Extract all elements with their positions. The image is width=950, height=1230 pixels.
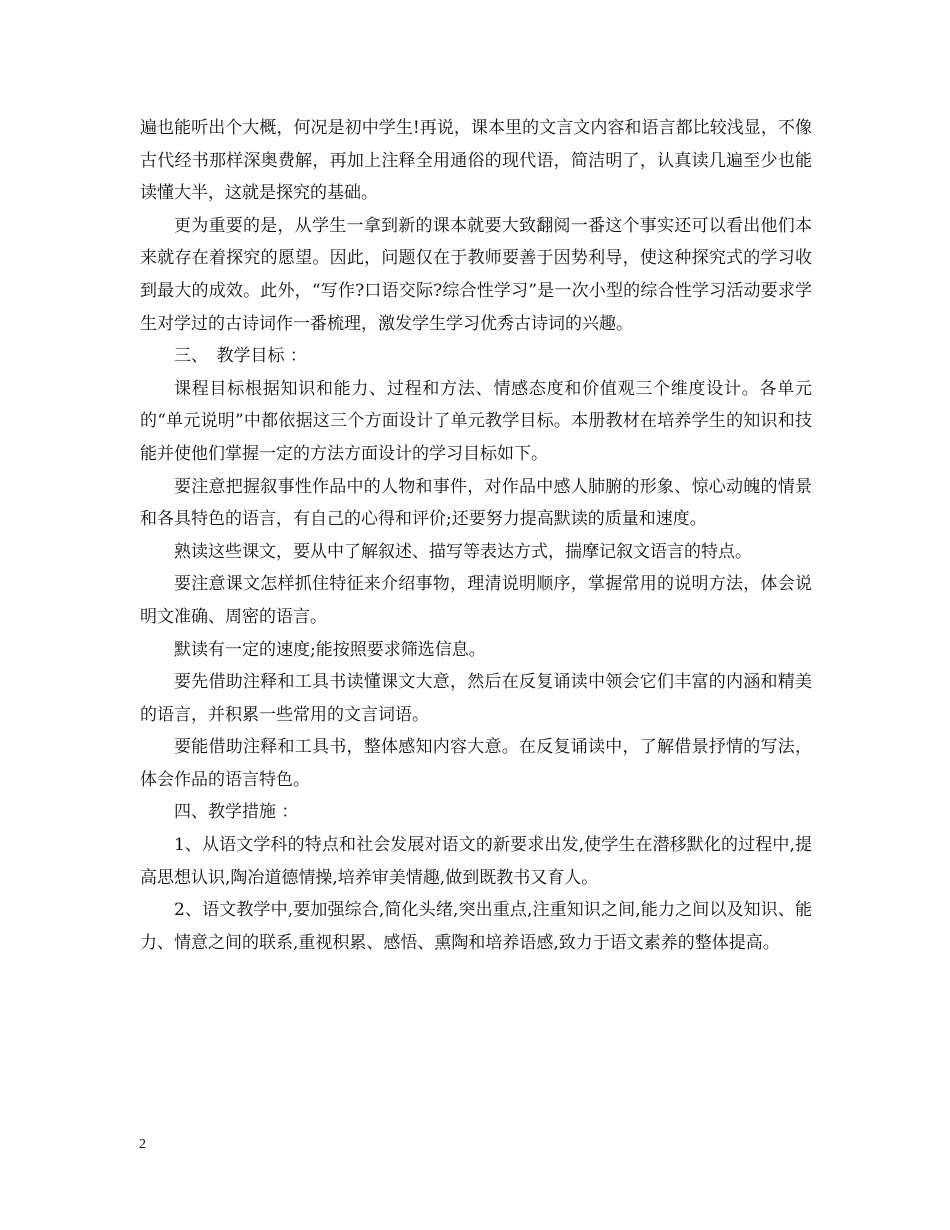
page-body <box>140 112 812 959</box>
paragraph: 要先借助注释和工具书读懂课文大意，然后在反复诵读中领会它们丰富的内涵和精美的语言，并积累一些常用的文言词语。 <box>140 672 812 725</box>
paragraph: 课程目标根据知识和能力、过程和方法、情感态度和价值观三个维度设计。各单元的“单元说明”中都依据这三个方面设计了单元教学目标。本册教材在培养学生的知识和技能并使他们掌握一定的方法方面设计的学习目标如下。 <box>140 378 812 464</box>
paragraph: 默读有一定的速度;能按照要求筛选信息。 <box>174 639 486 660</box>
section-heading-measures: 四、教学措施 ： <box>174 802 299 823</box>
paragraph: 要注意课文怎样抓住特征来介绍事物，理清说明顺序，掌握常用的说明方法，体会说明文准确、周密的语言。 <box>140 574 812 627</box>
paragraph-continued: 遍也能听出个大概，何况是初中学生!再说，课本里的文言文内容和语言都比较浅显，不像古代经书那样深奥费解，再加上注释全用通俗的现代语，简洁明了，认真读几遍至少也能读懂大半，这就是探究的基础。 <box>140 118 812 204</box>
paragraph: 熟读这些课文，要从中了解叙述、描写等表达方式，揣摩记叙文语言的特点。 <box>174 541 752 562</box>
paragraph: 2、语文教学中,要加强综合,简化头绪,突出重点,注重知识之间,能力之间以及知识、能力、情意之间的联系,重视积累、感悟、熏陶和培养语感,致力于语文素养的整体提高。 <box>140 900 812 953</box>
paragraph: 要注意把握叙事性作品中的人物和事件，对作品中感人肺腑的形象、惊心动魄的情景和各具特色的语言，有自己的心得和评价;还要努力提高默读的质量和速度。 <box>140 476 812 530</box>
paragraph: 要能借助注释和工具书，整体感知内容大意。在反复诵读中，了解借景抒情的写法，体会作品的语言特色。 <box>140 737 812 790</box>
paragraph: 更为重要的是，从学生一拿到新的课本就要大致翻阅一番这个事实还可以看出他们本来就存在着探究的愿望。因此，问题仅在于教师要善于因势利导，使这种探究式的学习收到最大的成效。此外，“写作?口语交际?综合性学习”是一次小型的综合性学习活动要求学生对学过的古诗词作一番梳理，激发学生学习优秀古诗词的兴趣。 <box>140 215 812 334</box>
paragraph: 1、从语文学科的特点和社会发展对语文的新要求出发,使学生在潜移默化的过程中,提高思想认识,陶冶道德情操,培养审美情趣,做到既教书又育人。 <box>140 835 812 888</box>
page-number: 2 <box>139 1137 146 1152</box>
section-heading-goals: 三、 教学目标 ： <box>174 346 307 367</box>
